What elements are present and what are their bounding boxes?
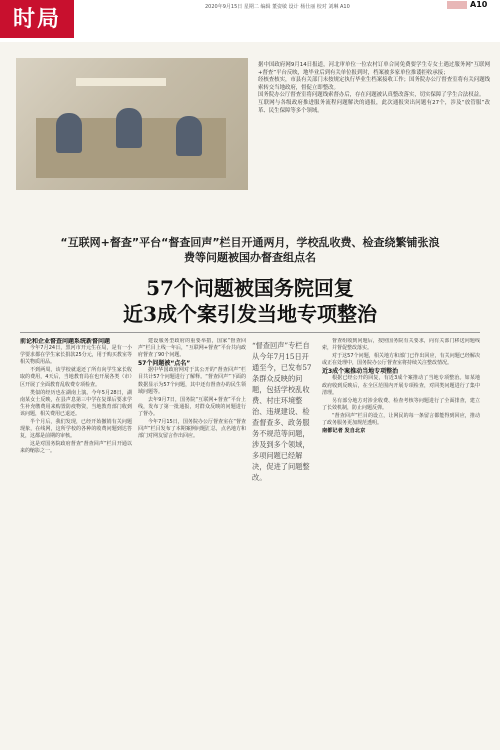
lede-text — [258, 62, 490, 115]
paragraph: 这是对国务院政府督查“督查回声”栏目开通以来的缩影之一。 — [20, 441, 132, 455]
divider — [20, 332, 480, 333]
section-stamp — [447, 1, 467, 9]
lede-paragraph: 经核查核实，市县有关部门未按规定执行毕业生档案接收工作；国务院办公厅督查室将有关问题线索转交当地政府，督促立即整改。 — [258, 77, 490, 91]
paragraph: 根据已经公开的回复，有近3成个案推动了当地专项整治。如某地政府收到反映后，在全区范围内开展专项检查，对同类问题进行了集中清理。 — [322, 375, 480, 396]
paragraph: 建设服务型政府的重要举措，国家“督查回声”栏目上线一年后，“互联网+督查”平台共向政府督查了90个问题。 — [138, 338, 246, 359]
headline-line: 近3成个案引发当地专项整治 — [123, 302, 377, 326]
paragraph: 半个月后，我们发现，已经开始撤销有关问题现象，在线网，这所学校的各种的收费问题到达答复，这都是前期的审核。 — [20, 419, 132, 440]
paragraph: 去年9月7日，国务院“互联网+督查”平台上线，发布了第一批通报，对群众反映的问题进行了督办。 — [138, 396, 246, 417]
paragraph: 据中华国政府网对于其公开的“督查回声”栏目共计57个问题进行了解释。“督查回声”下面的数据显示为57个问题，其中还有督查办的民生领域问题等。 — [138, 367, 246, 395]
section-heading: 前论和企业督查问题系统新督问题 — [20, 338, 111, 345]
paragraph: 另有部分地方对涉企收费、检查考核等问题进行了全面排查，建立了长效机制，防止问题反弹。 — [322, 397, 480, 411]
paragraph: 不到两周，该学校就退还了所有向学生家长收取的费用，4天后，当地教育局在也开展各类（市）区开展了全面教育乱收费专项检查。 — [20, 367, 132, 388]
paragraph: 督查组收到问题后，按照国务院有关要求，向有关部门移送问题线索，并督促整改落实。 — [322, 338, 480, 352]
section-masthead: 时局 — [0, 0, 74, 38]
photo-person-shape — [116, 108, 142, 148]
subheadline: “互联网+督查”平台“督查回声”栏目开通两月，学校乱收费、检查绕繁铺张浪费等问题被国办督查组点名 — [60, 236, 440, 264]
dateline: 2020年9月15日 星期二 编辑 董姿敏 设计 杨仕丽 校对 刘琳 A10 — [205, 4, 350, 10]
pull-quote: “督查回声”专栏自从今年7月15日开通至今，已发布57条群众反映的问题，包括学校乱收费、村庄环境整治、违规建设、检查督查多、政务服务不规范等问题，涉及到多个领域，多项问题已经解决，促进了问题整改。 — [252, 341, 312, 482]
photo-lamp-shape — [76, 78, 166, 86]
paragraph: 类似的经历也在湖南上演。今年5月28日，湖南某女士反映，在县声息第三中学在复课后要求学生补充缴费用来购置防疫物资，当地教育部门收到该问题，相关费用已退还。 — [20, 389, 132, 417]
paragraph: 今年7月15日，国务院办公厅督查室在“督查回声”栏目发布了本期案例问题汇总，点名地方和部门对网友留言作出回应。 — [138, 419, 246, 440]
headline — [60, 275, 440, 327]
byline: 南都记者 发自北京 — [322, 428, 366, 435]
page-number: A10 — [470, 0, 488, 9]
article-column-2 — [138, 338, 246, 738]
paragraph: 今年7月24日，黑河市开元生在局，是有一小学要求都在学生家长捐款25分元，用于购买教室等相关物质用品。 — [20, 345, 132, 366]
article-column-4 — [322, 338, 480, 740]
photo-person-shape — [56, 113, 82, 153]
section-heading: 57个问题被“点名” — [138, 360, 191, 368]
lede-paragraph: 国务院办公厅督查室将问题线索督办后，存在问题被认真整改落实，切实保障了学生合法权益。 — [258, 92, 485, 99]
paragraph: 对于这57个问题，相关地方和部门已作出回应，有关问题已经解决或正在处理中，国务院办公厅督查室将持续关注整改情况。 — [322, 353, 480, 367]
article-column-1 — [20, 338, 132, 738]
news-photo — [16, 58, 248, 190]
paragraph: “督查回声”栏目的设立，让网民的每一条留言都能得到回应，推动了政务服务更加规范透明。 — [322, 412, 480, 427]
lede-paragraph: 据中国政府网9月14日报道，河北审单位一位农村订单合同免费要学生专女士遇过服务网“互联网+督查”平台反映，地毕业后到有关单位报到时，档案被多家单位推诿拒收承接； — [258, 62, 490, 76]
photo-person-shape — [176, 116, 202, 156]
lede-paragraph: 互联网与各级政府推进服务流程问题解决的通报，此次通报突出问题有27个，涉及“放管服”改革、民生保障等多个领域。 — [258, 99, 490, 114]
headline-line: 57个问题被国务院回复 — [146, 276, 354, 300]
section-heading: 近3成个案推动当地专项整治 — [322, 368, 399, 376]
